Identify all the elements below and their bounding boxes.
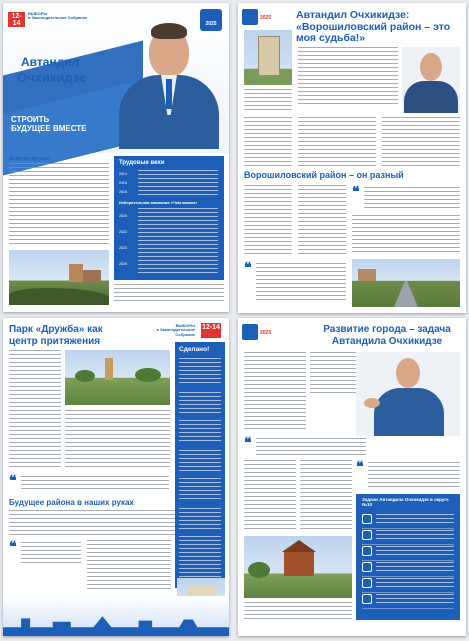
middle-column-text bbox=[298, 117, 376, 167]
check-icon bbox=[362, 514, 372, 524]
section-text-3 bbox=[352, 215, 460, 255]
date-badge-text: 12-14 bbox=[202, 324, 220, 331]
greeting-text bbox=[9, 163, 109, 247]
masthead: ВЫБОРЫ в Законодательное Собрание bbox=[156, 323, 195, 337]
church-roof bbox=[282, 540, 316, 552]
building-photo bbox=[244, 30, 292, 85]
logo-year: 2025 bbox=[260, 15, 272, 21]
check-icon bbox=[362, 594, 372, 604]
park-title: Парк «Дружба» как центр притяжения bbox=[9, 324, 103, 347]
dev-text-1 bbox=[244, 352, 306, 432]
pull-quote-text bbox=[256, 438, 366, 456]
photo-head bbox=[420, 53, 442, 81]
section-text-1 bbox=[244, 185, 292, 255]
trees bbox=[9, 288, 109, 305]
left-column-text bbox=[244, 117, 292, 167]
check-icon bbox=[362, 530, 372, 540]
development-title: Развитие города – задача Автандила Очхикидзе bbox=[323, 324, 451, 347]
task-item bbox=[362, 544, 454, 561]
quote-mark: ❝ bbox=[352, 184, 360, 200]
page-4-development bbox=[238, 318, 466, 636]
sidebar-text-1 bbox=[179, 358, 221, 386]
tower bbox=[258, 36, 280, 76]
sidebar-text-7 bbox=[179, 536, 221, 580]
task-item bbox=[362, 528, 454, 545]
sidebar-title: Сделано! bbox=[179, 346, 210, 353]
tree bbox=[75, 370, 95, 382]
career-title: Избирательная кампания «Чем можем» bbox=[119, 200, 198, 205]
task-item bbox=[362, 560, 454, 577]
quote-mark-2: ❝ bbox=[244, 260, 252, 276]
intro-text bbox=[298, 47, 398, 107]
milestones-title: Трудовые вехи bbox=[119, 160, 165, 166]
footer-text bbox=[114, 284, 224, 304]
tasks-title: Задачи Автандила Очхикидзе в округе №10 bbox=[362, 497, 449, 507]
city-photo bbox=[9, 250, 109, 305]
page-1-cover bbox=[3, 3, 229, 312]
section-text-2 bbox=[298, 185, 346, 255]
year-6: 2023 bbox=[119, 246, 127, 250]
dev-text-3 bbox=[244, 460, 296, 532]
road bbox=[394, 281, 418, 307]
year-5: 2022 bbox=[119, 230, 127, 234]
date-badge bbox=[8, 12, 25, 27]
milestones-text bbox=[138, 170, 218, 196]
future-text-2 bbox=[87, 540, 171, 590]
candidate-photo bbox=[402, 47, 460, 113]
milestones-years bbox=[119, 170, 127, 197]
tree-2 bbox=[135, 368, 161, 382]
pull-quote-text-2 bbox=[21, 542, 81, 564]
footer-text bbox=[244, 602, 352, 620]
pull-quote-text bbox=[21, 476, 169, 492]
dev-text-4 bbox=[300, 460, 352, 532]
year-7: 2025 bbox=[119, 262, 127, 266]
quote-mark: ❝ bbox=[9, 473, 17, 489]
park-photo bbox=[65, 350, 170, 405]
career-text bbox=[138, 208, 218, 274]
portrait-hair bbox=[151, 23, 187, 39]
page-2-interview bbox=[238, 3, 466, 313]
interview-title: Автандил Очхикидзе: «Ворошиловский район – это моя судьба!» bbox=[296, 9, 451, 45]
photo-hand bbox=[364, 398, 380, 408]
sidebar-text-5 bbox=[179, 478, 221, 502]
year-2: 2016 bbox=[119, 181, 127, 185]
pull-quote-text-2 bbox=[256, 263, 346, 303]
tasks-panel bbox=[356, 494, 460, 620]
check-icon bbox=[362, 578, 372, 588]
photo-suit bbox=[404, 81, 458, 113]
date-badge-text: 12-14 bbox=[11, 13, 22, 27]
pull-quote-text-2 bbox=[368, 462, 460, 488]
portrait-tie bbox=[166, 79, 172, 109]
church-tower bbox=[105, 358, 113, 380]
city-building bbox=[69, 264, 83, 282]
quote-mark-2: ❝ bbox=[9, 539, 17, 555]
party-logo-small bbox=[242, 324, 258, 340]
campaign-slogan: СТРОИТЬ БУДУЩЕЕ ВМЕСТЕ bbox=[11, 115, 87, 134]
page-3-park bbox=[3, 318, 229, 636]
masthead: ВЫБОРЫ в Законодательное Собрание bbox=[28, 11, 88, 21]
candidate-first-name: Автандил bbox=[21, 55, 80, 69]
park-text-2 bbox=[65, 410, 170, 470]
check-icon bbox=[362, 546, 372, 556]
candidate-gesture-photo bbox=[356, 352, 460, 436]
park-text-1 bbox=[9, 350, 61, 470]
greeting-heading: Дорогие друзья! bbox=[9, 156, 51, 162]
candidate-last-name: Очхикидзе bbox=[17, 70, 87, 85]
career-years bbox=[119, 208, 127, 272]
sidebar-text-2 bbox=[179, 392, 221, 414]
photo-head bbox=[396, 358, 420, 388]
street-photo bbox=[352, 259, 460, 307]
city-building-2 bbox=[83, 270, 101, 282]
year-4: 2020 bbox=[119, 214, 127, 218]
milestones-panel bbox=[114, 156, 224, 280]
party-logo-small bbox=[242, 9, 258, 25]
future-heading: Будущее района в наших руках bbox=[9, 498, 134, 507]
quote-mark: ❝ bbox=[244, 435, 252, 451]
task-item bbox=[362, 576, 454, 593]
logo-year: 2025 bbox=[260, 330, 272, 336]
quote-mark-2: ❝ bbox=[356, 459, 364, 475]
task-item bbox=[362, 512, 454, 529]
photo-suit bbox=[374, 388, 444, 436]
tree bbox=[248, 562, 270, 578]
logo-year: 2025 bbox=[205, 21, 217, 27]
candidate-portrait bbox=[113, 19, 225, 149]
photo-caption bbox=[244, 89, 292, 111]
right-column-text bbox=[382, 117, 460, 167]
sidebar-text-6 bbox=[179, 508, 221, 530]
sidebar-text-3 bbox=[179, 420, 221, 444]
date-badge bbox=[201, 323, 221, 338]
future-text bbox=[9, 510, 175, 536]
check-icon bbox=[362, 562, 372, 572]
section-heading: Ворошиловский район – он разный bbox=[244, 170, 404, 180]
task-item bbox=[362, 592, 454, 609]
church-photo bbox=[244, 536, 352, 598]
street-building bbox=[358, 269, 376, 281]
pull-quote-text bbox=[364, 187, 460, 209]
church-body bbox=[284, 550, 314, 576]
done-sidebar bbox=[175, 342, 225, 588]
sidebar-text-4 bbox=[179, 450, 221, 472]
year-3: 2018 bbox=[119, 190, 127, 194]
year-1: 2014 bbox=[119, 172, 127, 176]
